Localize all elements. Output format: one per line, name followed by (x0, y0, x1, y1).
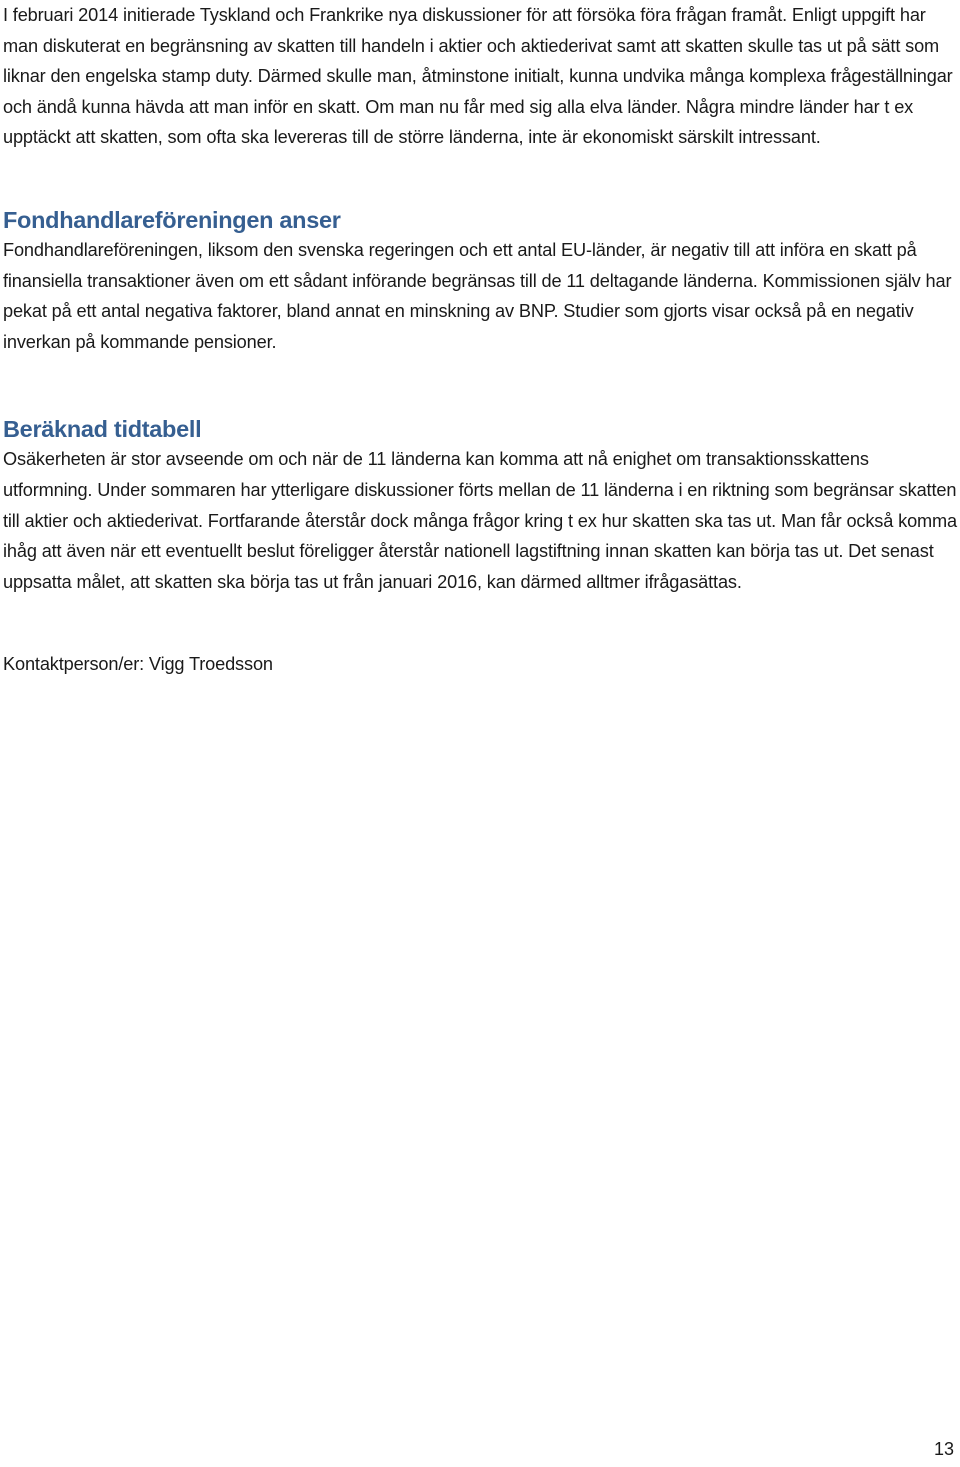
section-heading-tidtabell: Beräknad tidtabell (3, 416, 202, 443)
section-paragraph-fondhandlareforeningen: Fondhandlareföreningen, liksom den svenska regeringen och ett antal EU-länder, är negativ till att införa en skatt på finansiella transaktioner även om ett sådant införande begränsas till de 11 deltagande länderna. Kommissionen själv har pekat på ett antal negativa faktorer, bland annat en minskning av BNP. Studier som gjorts visar också på en negativ inverkan på kommande pensioner. (3, 239, 952, 352)
intro-paragraph: I februari 2014 initierade Tyskland och Frankrike nya diskussioner för att försöka föra frågan framåt. Enligt uppgift har man diskuterat en begränsning av skatten till handeln i aktier och aktiederivat samt att skatten skulle tas ut på sätt som liknar den engelska stamp duty. Därmed skulle man, åtminstone initialt, kunna undvika många komplexa frågeställningar och ändå kunna hävda att man inför en skatt. Om man nu får med sig alla elva länder. Några mindre länder har t ex upptäckt att skatten, som ofta ska levereras till de större länderna, inte är ekonomiskt särskilt intressant. (3, 5, 953, 148)
section-paragraph-tidtabell: Osäkerheten är stor avseende om och när de 11 länderna kan komma att nå enighet om transaktionsskattens utformning. Under sommaren har ytterligare diskussioner förts mellan de 11 länderna i en riktning som begränsar skatten till aktier och aktiederivat. Fortfarande återstår dock många frågor kring t ex hur skatten ska tas ut. Man får också komma ihåg att även när ett eventuellt beslut föreligger återstår nationell lagstiftning innan skatten kan börja tas ut. Det senast uppsatta målet, att skatten ska börja tas ut från januari 2016, kan därmed alltmer ifrågasättas. (3, 449, 957, 592)
section-heading-fondhandlareforeningen: Fondhandlareföreningen anser (3, 206, 341, 233)
document-page (3, 0, 958, 680)
contact-person: Kontaktperson/er: Vigg Troedsson (3, 654, 273, 675)
page-number: 13 (933, 1439, 954, 1459)
